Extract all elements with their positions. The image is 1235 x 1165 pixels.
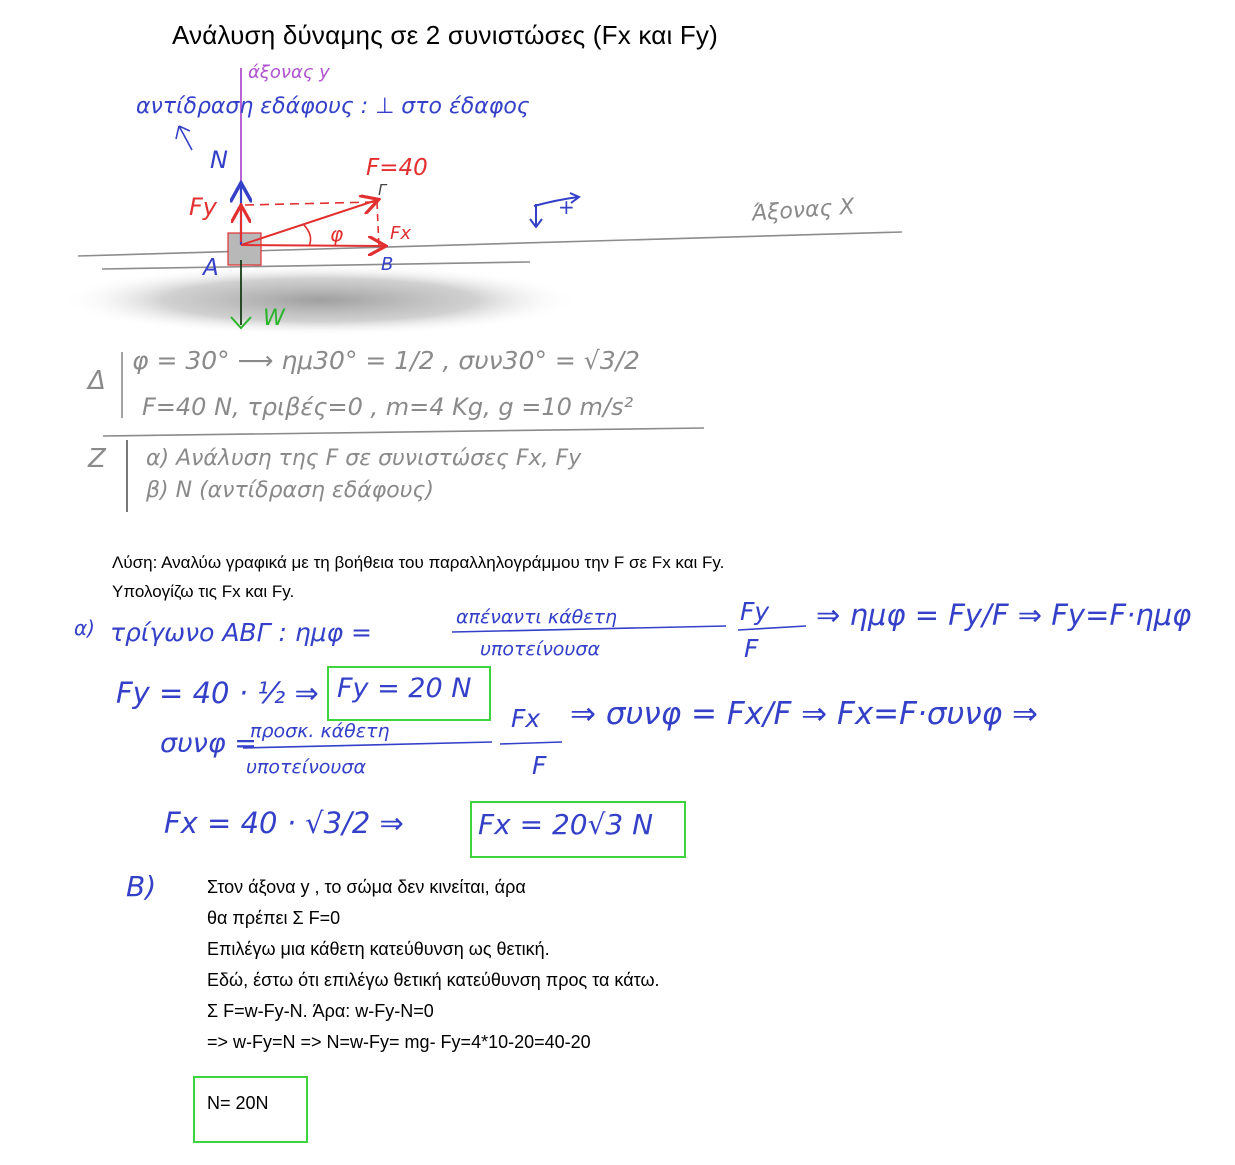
dashed-right bbox=[377, 202, 379, 248]
label-n: N bbox=[210, 146, 228, 174]
sin-numerator: απέναντι κάθετη bbox=[456, 606, 617, 628]
ask-symbol: Z bbox=[88, 444, 106, 474]
ground-line-upper bbox=[78, 232, 902, 256]
part-a-label: α) bbox=[74, 616, 95, 640]
dashed-top bbox=[245, 202, 375, 205]
cos-result: ⇒ συνφ = Fx/F ⇒ Fx=F·συνφ ⇒ bbox=[570, 696, 1039, 732]
fy-calc: Fy = 40 · ½ ⇒ bbox=[116, 676, 319, 710]
fx-arrow bbox=[241, 245, 384, 246]
separator-line bbox=[103, 428, 704, 436]
y-axis-label: άξονας y bbox=[248, 62, 330, 83]
f-arrow bbox=[241, 200, 377, 245]
ask-line-2: β) N (αντίδραση εδάφους) bbox=[146, 478, 434, 503]
fy-numerator: Fy bbox=[740, 597, 770, 626]
sin-denominator: υποτείνουσα bbox=[480, 638, 600, 660]
cos-fraction-bar bbox=[243, 742, 492, 748]
cos-numerator: προσκ. κάθετη bbox=[250, 720, 390, 742]
part-b-line-1: Στον άξονα y , το σώμα δεν κινείται, άρα bbox=[207, 877, 526, 897]
fx-f-bar bbox=[500, 742, 562, 744]
cos-lhs: συνφ = bbox=[160, 728, 257, 759]
label-gamma: Γ bbox=[378, 181, 387, 199]
label-phi: φ bbox=[330, 222, 344, 246]
sin-f-denominator: F bbox=[744, 634, 759, 663]
page-title: Ανάλυση δύναμης σε 2 συνιστώσες (Fx και Fy) bbox=[172, 20, 718, 50]
fy-f-bar bbox=[738, 626, 806, 630]
part-b-line-2: θα πρέπει Σ F=0 bbox=[207, 908, 341, 928]
fx-numerator: Fx bbox=[511, 704, 541, 733]
block bbox=[228, 233, 261, 265]
label-f40: F=40 bbox=[366, 155, 428, 181]
label-plus: + bbox=[558, 195, 575, 219]
part-b-line-5: Σ F=w-Fy-N. Άρα: w-Fy-N=0 bbox=[207, 1001, 434, 1021]
label-fx: Fx bbox=[390, 223, 412, 244]
answer-text: N= 20N bbox=[207, 1093, 269, 1113]
part-b-line-6: => w-Fy=N => N=w-Fy= mg- Fy=4*10-20=40-20 bbox=[207, 1032, 591, 1052]
fy-result: Fy = 20 N bbox=[337, 673, 472, 704]
label-b: B bbox=[381, 254, 394, 275]
part-b-line-3: Επιλέγω μια κάθετη κατεύθυνση ως θετική. bbox=[207, 939, 550, 959]
part-b-label: B) bbox=[126, 870, 157, 903]
triangle-sin-line: τρίγωνο ABΓ : ημφ = bbox=[110, 618, 372, 647]
fx-calc: Fx = 40 · √3/2 ⇒ bbox=[164, 806, 404, 840]
given-line-2: F=40 N, τριβές=0 , m=4 Kg, g =10 m/s² bbox=[142, 393, 634, 421]
ground-shadow bbox=[60, 264, 580, 336]
solution-line-2: Υπολογίζω τις Fx και Fy. bbox=[112, 582, 295, 601]
fx-result: Fx = 20√3 N bbox=[478, 808, 654, 841]
label-w: W bbox=[263, 306, 285, 331]
label-a: A bbox=[203, 255, 219, 281]
solution-line-1: Λύση: Αναλύω γραφικά με τη βοήθεια του παραλληλογράμμου την F σε Fx και Fy. bbox=[112, 553, 725, 572]
note-pointer bbox=[176, 126, 192, 150]
x-axis-label: Άξονας X bbox=[751, 194, 856, 227]
given-symbol: Δ bbox=[88, 366, 106, 396]
sin-result: ⇒ ημφ = Fy/F ⇒ Fy=F·ημφ bbox=[816, 598, 1192, 632]
ask-line-1: α) Ανάλυση της F σε συνιστώσες Fx, Fy bbox=[146, 446, 582, 471]
cos-denominator: υποτείνουσα bbox=[246, 756, 366, 778]
cos-f-denominator: F bbox=[532, 751, 547, 780]
given-line-1: φ = 30° ⟶ ημ30° = 1/2 , συν30° = √3/2 bbox=[132, 346, 640, 375]
angle-arc bbox=[303, 224, 311, 246]
part-b-line-4: Εδώ, έστω ότι επιλέγω θετική κατεύθυνση προς τα κάτω. bbox=[207, 970, 660, 990]
label-fy: Fy bbox=[189, 193, 218, 221]
normal-force-note: αντίδραση εδάφους : ⊥ στο έδαφος bbox=[136, 94, 530, 119]
